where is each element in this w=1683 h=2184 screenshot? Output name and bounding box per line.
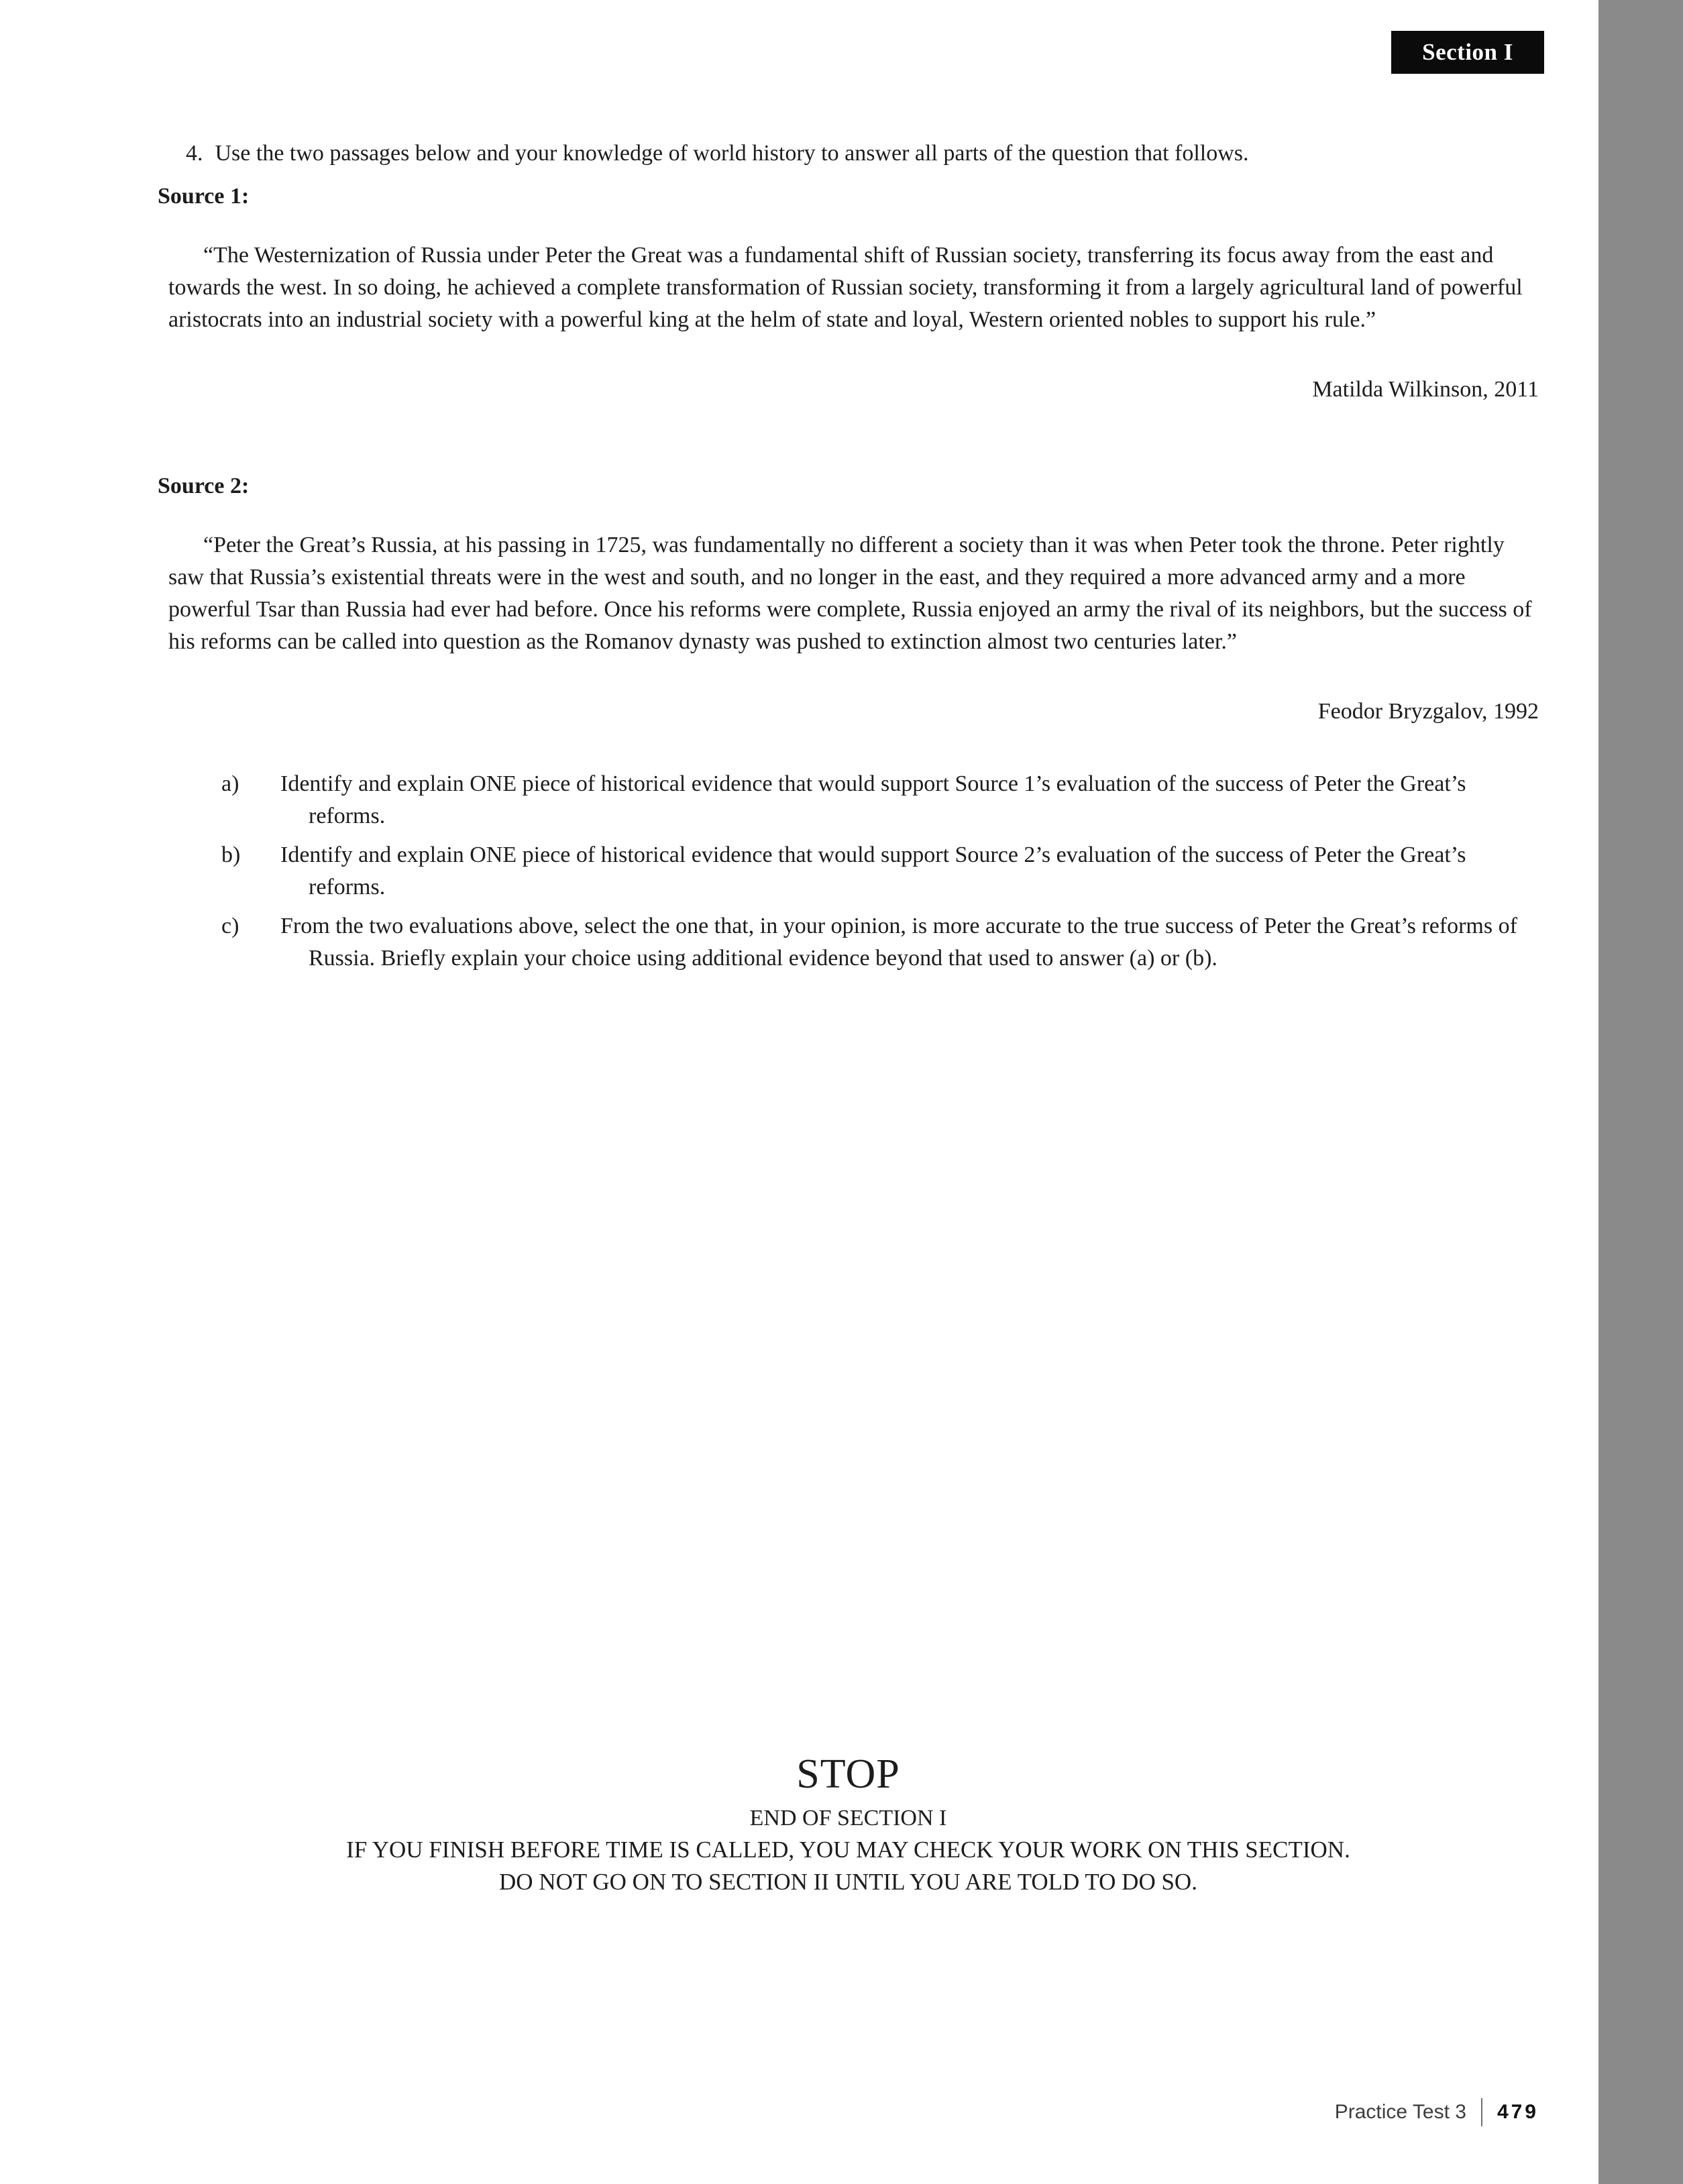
question-4: [158, 138, 1539, 170]
part-a: [221, 768, 1539, 832]
source2-quote: “Peter the Great’s Russia, at his passing in 1725, was fundamentally no different a society than it was when Peter took the throne. Peter rightly saw that Russia’s existential threats were in the west and south, and no longer in the east, and they required a more advanced army and a more powerful Tsar than Russia had ever had before. Once his reforms were complete, Russia enjoyed an army the rival of its neighbors, but the success of his reforms can be called into question as the Romanov dynasty was pushed to extinction almost two centuries later.”: [168, 533, 1532, 654]
stop-check-work-line: IF YOU FINISH BEFORE TIME IS CALLED, YOU MAY CHECK YOUR WORK ON THIS SECTION.: [346, 1837, 1350, 1863]
part-b-label: b): [221, 842, 241, 867]
source1-quote: “The Westernization of Russia under Peter the Great was a fundamental shift of Russian society, transferring its focus away from the east and towards the west. In so doing, he achieved a complete transformation of Russian society, transforming it from a largely agricultural land of powerful aristocrats into an industrial society with a powerful king at the helm of state and loyal, Western oriented nobles to support his rule.”: [168, 243, 1523, 332]
part-b-text: Identify and explain ONE piece of historical evidence that would support Source 2’s evaluation of the success of Peter the Great’s reforms.: [280, 842, 1466, 899]
section-badge-label: Section I: [1422, 39, 1513, 65]
part-a-text: Identify and explain ONE piece of historical evidence that would support Source 1’s evaluation of the success of Peter the Great’s reforms.: [280, 771, 1466, 828]
stop-do-not-go-on-line: DO NOT GO ON TO SECTION II UNTIL YOU ARE TOLD TO DO SO.: [499, 1869, 1197, 1895]
source2-label: Source 2:: [158, 474, 250, 498]
stop-title: STOP: [796, 1751, 900, 1797]
page-footer: [1335, 2098, 1539, 2126]
source2-attribution: Feodor Bryzgalov, 1992: [1317, 699, 1539, 724]
source1-label: Source 1:: [158, 184, 250, 209]
footer-divider: [1481, 2098, 1482, 2126]
part-c-text: From the two evaluations above, select the one that, in your opinion, is more accurate to the true success of Peter the Great’s reforms of Russia. Briefly explain your choice using additional evidence beyond that used to answer (a) or (b).: [280, 914, 1517, 971]
source1-attribution: Matilda Wilkinson, 2011: [1312, 377, 1539, 402]
footer-test-label: Practice Test 3: [1334, 2101, 1466, 2123]
footer-page-number: 479: [1497, 2101, 1539, 2123]
stop-block: [158, 1751, 1539, 1898]
part-c-label: c): [221, 914, 239, 938]
question-number: 4.: [186, 141, 203, 166]
part-b: [221, 839, 1539, 904]
page-content: [158, 138, 1539, 981]
part-a-label: a): [221, 771, 239, 796]
part-c: [221, 910, 1539, 975]
question-parts: [158, 768, 1539, 975]
section-badge: [1391, 31, 1544, 74]
stop-end-of-section: END OF SECTION I: [749, 1806, 947, 1831]
page-edge-strip: [1598, 0, 1683, 2184]
question-text: Use the two passages below and your knowledge of world history to answer all parts of the question that follows.: [215, 141, 1249, 166]
